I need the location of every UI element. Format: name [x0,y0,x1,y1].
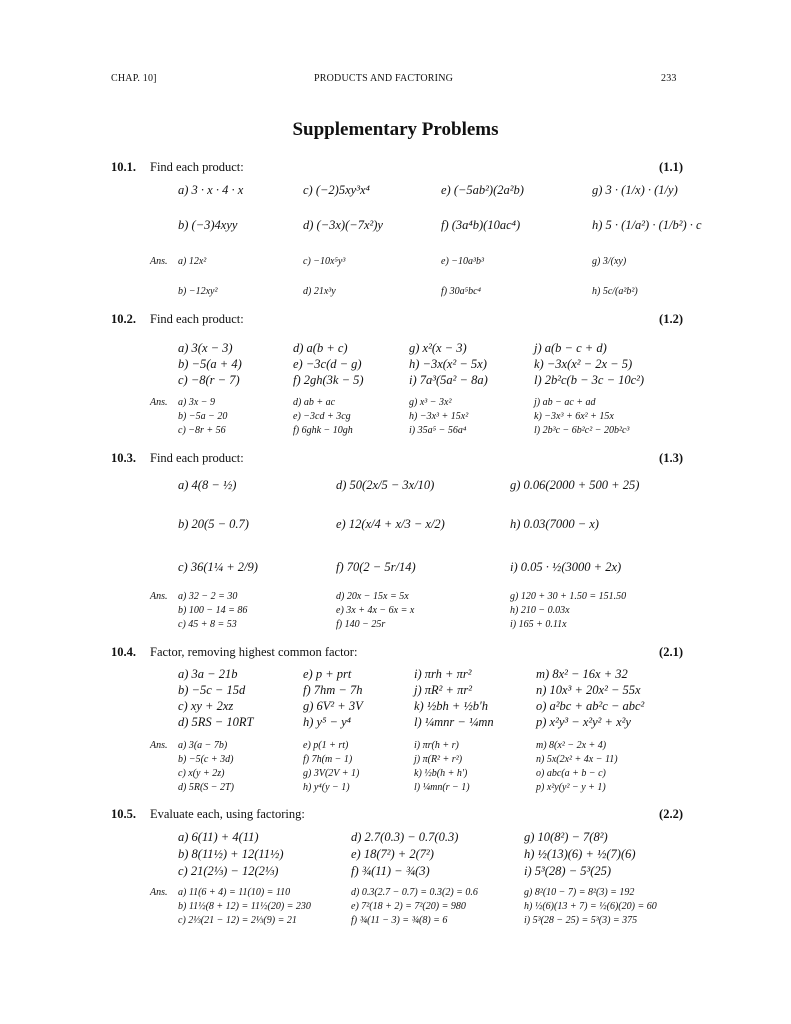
exercise-item: i) 0.05 · ½(3000 + 2x) [510,560,622,574]
exercise-item: c) 21(2⅓) − 12(2⅓) [178,864,279,878]
answer-item: b) −12xy² [178,286,218,297]
answer-item: d) 20x − 15x = 5x [336,591,409,602]
exercise-item: b) 8(11½) + 12(11½) [178,847,284,861]
answer-item: i) 5³(28 − 25) = 5³(3) = 375 [524,915,638,926]
exercise-item: c) 36(1¼ + 2/9) [178,560,258,574]
exercise-item: g) 10(8²) − 7(8²) [524,830,608,844]
answer-item: l) 2b³c − 6b²c² − 20b²c³ [534,425,630,436]
answer-item: m) 8(x² − 2x + 4) [536,740,607,751]
answer-item: e) −3cd + 3cg [293,411,351,422]
answer-item: a) 3x − 9 [178,397,216,408]
exercise-item: d) 50(2x/5 − 3x/10) [336,478,435,492]
exercise-item: g) 6V² + 3V [303,699,363,713]
exercise-item: a) 4(8 − ½) [178,478,237,492]
exercise-item: h) ½(13)(6) + ½(7)(6) [524,847,636,861]
answer-item: g) 120 + 30 + 1.50 = 151.50 [510,591,627,602]
answer-item: i) πr(h + r) [414,740,459,751]
problem-instruction: Find each product: [150,160,244,174]
problem-number: 10.1. [111,160,136,174]
exercise-item: d) 2.7(0.3) − 0.7(0.3) [351,830,459,844]
answer-item: i) 35a⁵ − 56a⁴ [409,425,467,436]
answer-item: c) x(y + 2z) [178,768,225,779]
exercise-item: g) x²(x − 3) [409,341,467,355]
exercise-item: l) ¼mnr − ¼mn [414,715,494,729]
answer-item: e) p(1 + rt) [303,740,349,751]
answer-item: b) −5a − 20 [178,411,228,422]
exercise-item: a) 3(x − 3) [178,341,233,355]
answer-item: a) 11(6 + 4) = 11(10) = 110 [178,887,291,898]
problem-reference: (1.3) [659,451,683,465]
exercise-item: f) 70(2 − 5r/14) [336,560,416,574]
exercise-item: k) ½bh + ½b′h [414,699,489,713]
answer-item: b) 11½(8 + 12) = 11½(20) = 230 [178,901,311,912]
exercise-item: n) 10x³ + 20x² − 55x [536,683,641,697]
answer-item: e) 7²(18 + 2) = 7²(20) = 980 [351,901,466,912]
exercise-item: a) 6(11) + 4(11) [178,830,259,844]
answer-item: f) 7h(m − 1) [303,754,353,765]
answer-item: d) ab + ac [293,397,336,408]
exercise-item: f) (3a⁴b)(10ac⁴) [441,218,521,232]
exercise-item: e) 12(x/4 + x/3 − x/2) [336,517,445,531]
problem-instruction: Factor, removing highest common factor: [150,645,358,659]
exercise-item: h) 0.03(7000 − x) [510,517,599,531]
section-heading: Supplementary Problems [292,119,499,140]
exercise-item: b) (−3)4xyy [178,218,238,232]
problem-reference: (2.2) [659,807,683,821]
answer-item: o) abc(a + b − c) [536,768,606,779]
answer-item: a) 32 − 2 = 30 [178,591,238,602]
answer-item: d) 21x³y [303,286,336,297]
answer-item: f) 6ghk − 10gh [293,425,353,436]
exercise-item: c) (−2)5xy³x⁴ [303,183,370,197]
exercise-item: d) 5RS − 10RT [178,715,254,729]
problem-instruction: Evaluate each, using factoring: [150,807,305,821]
exercise-item: h) y⁵ − y⁴ [303,715,352,729]
answer-item: j) π(R² + r²) [414,754,463,765]
exercise-item: g) 0.06(2000 + 500 + 25) [510,478,640,492]
problem-number: 10.2. [111,312,136,326]
answer-item: i) 165 + 0.11x [510,619,567,630]
answers-label: Ans. [150,256,168,267]
exercise-item: j) a(b − c + d) [534,341,607,355]
answers-label: Ans. [150,887,168,898]
answer-item: n) 5x(2x² + 4x − 11) [536,754,618,765]
exercise-item: j) πR² + πr² [414,683,472,697]
exercise-item: e) 18(7²) + 2(7²) [351,847,434,861]
exercise-item: g) 3 · (1/x) · (1/y) [592,183,678,197]
answer-item: f) ¾(11 − 3) = ¾(8) = 6 [351,915,448,926]
exercise-item: d) a(b + c) [293,341,348,355]
problem-number: 10.5. [111,807,136,821]
exercise-item: c) −8(r − 7) [178,373,240,387]
exercise-item: h) −3x(x² − 5x) [409,357,487,371]
answer-item: a) 12x² [178,256,207,267]
exercise-item: a) 3 · x · 4 · x [178,183,244,197]
running-head-title: PRODUCTS AND FACTORING [314,73,454,84]
answer-item: b) −5(c + 3d) [178,754,234,765]
answer-item: f) 30a⁵bc⁴ [441,286,481,297]
answer-item: h) y⁴(y − 1) [303,782,350,793]
exercise-item: b) −5c − 15d [178,683,246,697]
problem-reference: (1.2) [659,312,683,326]
answer-item: h) 5c/(a²b²) [592,286,638,297]
exercise-item: e) (−5ab²)(2a²b) [441,183,524,197]
exercise-item: f) ¾(11) − ¾(3) [351,864,430,878]
answer-item: d) 5R(S − 2T) [178,782,234,793]
problem-reference: (2.1) [659,645,683,659]
exercise-item: d) (−3x)(−7x²)y [303,218,383,232]
exercise-item: i) 5³(28) − 5³(25) [524,864,612,878]
running-head-chapter: CHAP. 10] [111,73,157,84]
exercise-item: p) x²y³ − x²y² + x²y [536,715,631,729]
answer-item: p) x²y(y² − y + 1) [536,782,606,793]
answers-label: Ans. [150,591,168,602]
answer-item: l) ¼mn(r − 1) [414,782,470,793]
page-number: 233 [661,73,677,84]
exercise-item: b) −5(a + 4) [178,357,242,371]
answer-item: g) 3/(xy) [592,256,627,267]
exercise-item: f) 2gh(3k − 5) [293,373,364,387]
exercise-item: f) 7hm − 7h [303,683,363,697]
exercise-item: e) −3c(d − g) [293,357,362,371]
answers-label: Ans. [150,740,168,751]
answers-label: Ans. [150,397,168,408]
problem-reference: (1.1) [659,160,683,174]
answer-item: e) −10a³b³ [441,256,485,267]
answer-item: c) −10x⁵y³ [303,256,346,267]
answer-item: c) 45 + 8 = 53 [178,619,237,630]
exercise-item: e) p + prt [303,667,352,681]
answer-item: d) 0.3(2.7 − 0.7) = 0.3(2) = 0.6 [351,887,478,898]
problem-instruction: Find each product: [150,451,244,465]
answer-item: b) 100 − 14 = 86 [178,605,248,616]
answer-item: f) 140 − 25r [336,619,386,630]
answer-item: e) 3x + 4x − 6x = x [336,605,415,616]
answer-item: c) −8r + 56 [178,425,226,436]
answer-item: g) 8²(10 − 7) = 8²(3) = 192 [524,887,635,898]
exercise-item: a) 3a − 21b [178,667,238,681]
exercise-item: i) 7a³(5a² − 8a) [409,373,488,387]
problem-number: 10.4. [111,645,136,659]
answer-item: h) −3x³ + 15x² [409,411,469,422]
answer-item: k) −3x³ + 6x² + 15x [534,411,614,422]
answer-item: j) ab − ac + ad [534,397,596,408]
exercise-item: k) −3x(x² − 2x − 5) [534,357,633,371]
exercise-item: o) a²bc + ab²c − abc² [536,699,645,713]
answer-item: a) 3(a − 7b) [178,740,228,751]
answer-item: g) 3V(2V + 1) [303,768,360,779]
answer-item: k) ½b(h + h′) [414,768,468,779]
answer-item: c) 2⅓(21 − 12) = 2⅓(9) = 21 [178,915,297,926]
exercise-item: c) xy + 2xz [178,699,234,713]
problem-instruction: Find each product: [150,312,244,326]
exercise-item: l) 2b²c(b − 3c − 10c²) [534,373,645,387]
exercise-item: m) 8x² − 16x + 32 [536,667,628,681]
exercise-item: i) πrh + πr² [414,667,472,681]
answer-item: h) 210 − 0.03x [510,605,570,616]
answer-item: h) ½(6)(13 + 7) = ½(6)(20) = 60 [524,901,657,912]
answer-item: g) x³ − 3x² [409,397,452,408]
problem-number: 10.3. [111,451,136,465]
exercise-item: h) 5 · (1/a²) · (1/b²) · c [592,218,702,232]
exercise-item: b) 20(5 − 0.7) [178,517,249,531]
